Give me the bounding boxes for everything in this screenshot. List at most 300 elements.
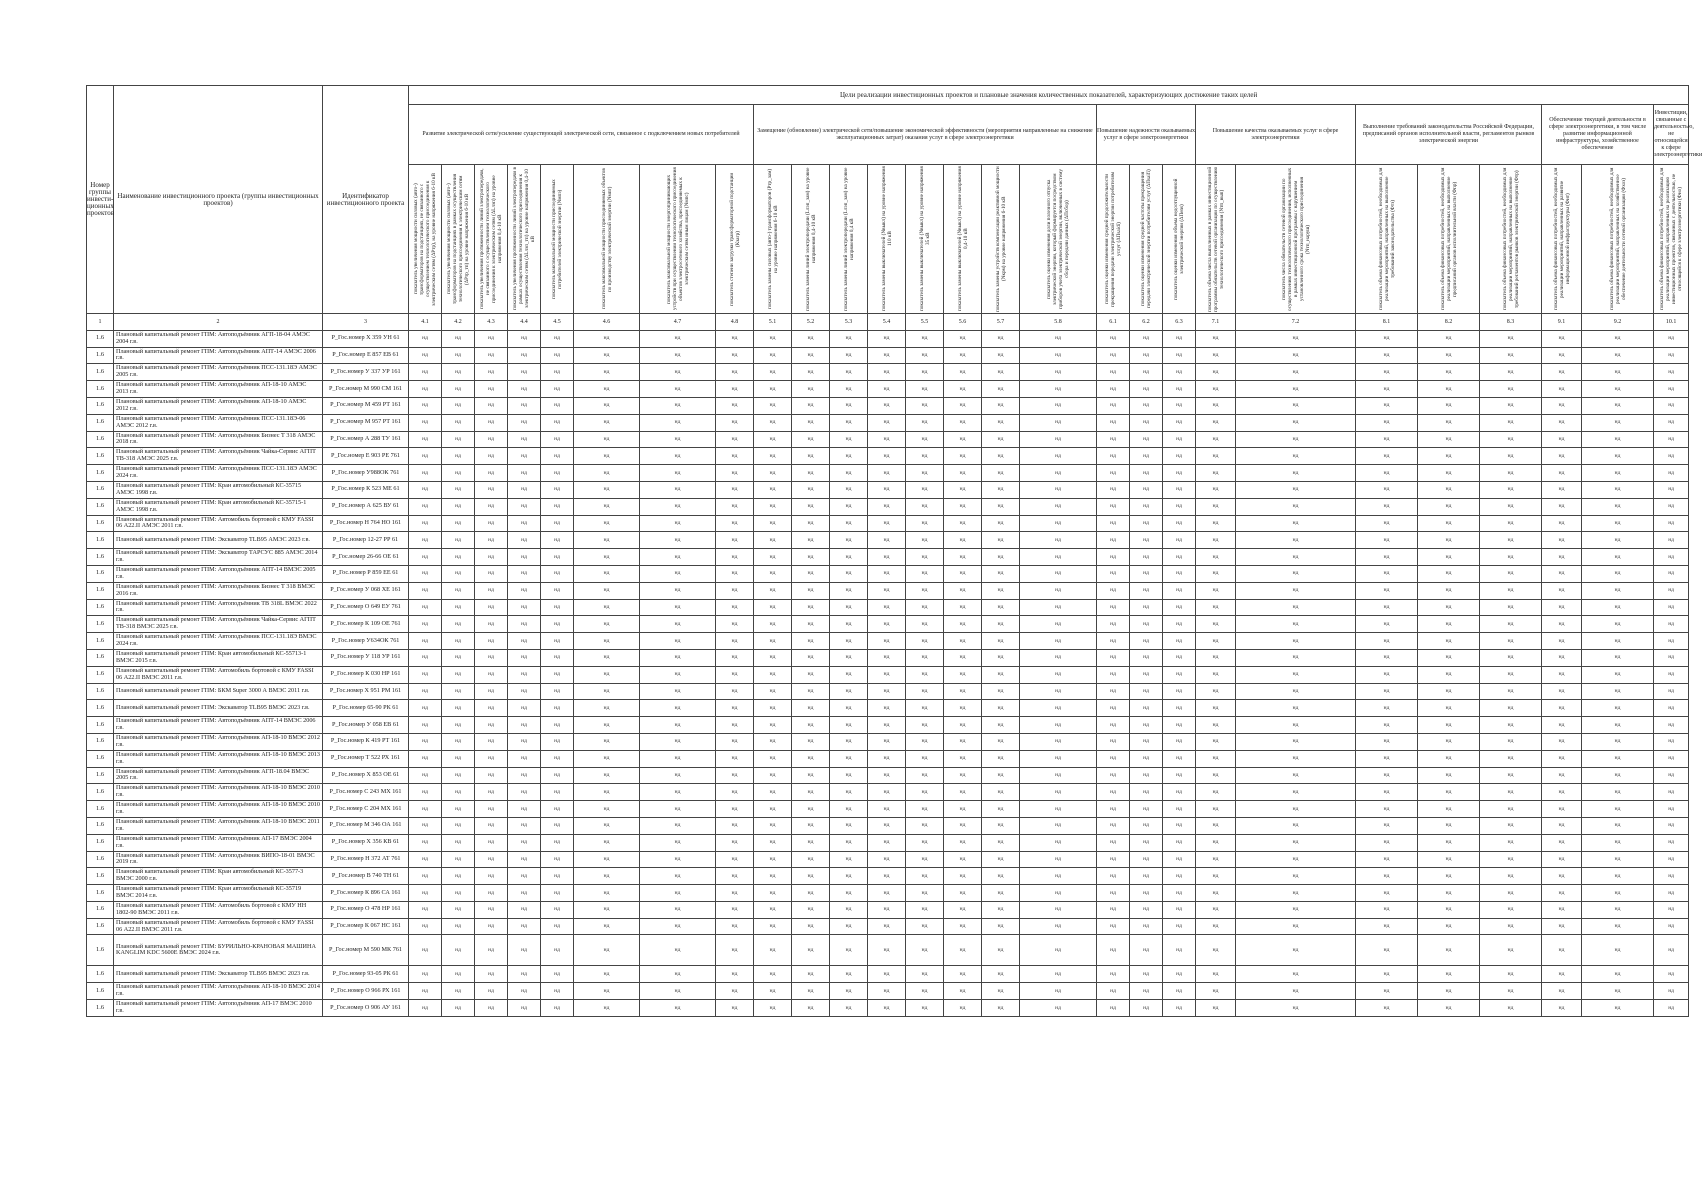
indicator-value-cell: нд: [1356, 414, 1418, 431]
indicator-value-cell: нд: [541, 700, 574, 717]
indicator-header-wrap: [906, 165, 943, 313]
indicator-value-cell: нд: [868, 801, 906, 818]
indicator-value-cell: нд: [982, 616, 1020, 633]
column-number: 9.1: [1542, 314, 1582, 331]
indicator-value-cell: нд: [1542, 347, 1582, 364]
indicator-value-cell: нд: [1236, 431, 1356, 448]
indicator-value-cell: нд: [409, 414, 442, 431]
indicator-value-cell: нд: [1130, 834, 1163, 851]
indicator-value-cell: нд: [1097, 767, 1130, 784]
indicator-value-cell: нд: [409, 431, 442, 448]
indicator-value-cell: нд: [1163, 515, 1196, 532]
indicator-value-cell: нд: [906, 448, 944, 465]
group-number-cell: 1.6: [87, 364, 114, 381]
indicator-value-cell: нд: [830, 666, 868, 683]
indicator-value-cell: нд: [508, 767, 541, 784]
indicator-value-cell: нд: [574, 549, 640, 566]
indicator-value-cell: нд: [541, 364, 574, 381]
indicator-value-cell: нд: [508, 397, 541, 414]
indicator-value-cell: нд: [1196, 397, 1236, 414]
indicator-value-cell: нд: [1097, 347, 1130, 364]
indicator-value-cell: нд: [640, 801, 716, 818]
indicator-value-cell: нд: [442, 649, 475, 666]
indicator-value-cell: нд: [982, 397, 1020, 414]
table-row: [87, 465, 1689, 482]
indicator-value-cell: нд: [792, 885, 830, 902]
indicator-value-cell: нд: [906, 599, 944, 616]
project-name-cell: Плановый капитальный ремонт ГПМ: Автоподъёмник ПСС-131.18Э ВМЭС 2024 г.в.: [114, 633, 323, 650]
indicator-value-cell: нд: [442, 1000, 475, 1017]
indicator-value-cell: нд: [1582, 817, 1654, 834]
indicator-value-cell: нд: [1542, 683, 1582, 700]
indicator-value-cell: нд: [1356, 966, 1418, 983]
indicator-value-cell: нд: [906, 582, 944, 599]
indicator-value-cell: нд: [868, 983, 906, 1000]
indicator-label: показатель объема финансовых потребностей, необходимых для реализации мероприятий, направленных на выполнение требований законодательства (Фтз): [1377, 167, 1396, 311]
indicator-value-cell: нд: [574, 465, 640, 482]
indicator-value-cell: нд: [1582, 498, 1654, 515]
indicator-value-cell: нд: [906, 364, 944, 381]
indicator-value-cell: нд: [1236, 582, 1356, 599]
indicator-value-cell: нд: [868, 666, 906, 683]
indicator-value-cell: нд: [716, 498, 754, 515]
indicator-value-cell: нд: [640, 599, 716, 616]
indicator-value-cell: нд: [1163, 935, 1196, 966]
indicator-value-cell: нд: [1480, 817, 1542, 834]
indicator-value-cell: нд: [1418, 700, 1480, 717]
indicator-value-cell: нд: [1163, 966, 1196, 983]
indicator-value-cell: нд: [830, 599, 868, 616]
indicator-value-cell: нд: [475, 481, 508, 498]
indicator-label: показатель объема финансовых потребностей, необходимых для реализации мероприятий, направленных на выполнение требований регламентов рынков электрической энергии (Фтр): [1501, 167, 1520, 311]
project-id-cell: P_Гос.номер М 590 МК 761: [323, 935, 409, 966]
indicator-value-cell: нд: [944, 868, 982, 885]
indicator-value-cell: нд: [982, 885, 1020, 902]
project-id-cell: P_Гос.номер К 896 СА 161: [323, 885, 409, 902]
indicator-value-cell: нд: [906, 465, 944, 482]
indicator-value-cell: нд: [906, 717, 944, 734]
indicator-value-cell: нд: [982, 582, 1020, 599]
indicator-value-cell: нд: [1582, 582, 1654, 599]
indicator-value-cell: нд: [508, 532, 541, 549]
indicator-value-cell: нд: [716, 1000, 754, 1017]
indicator-value-cell: нд: [1654, 834, 1689, 851]
indicator-value-cell: нд: [754, 582, 792, 599]
indicator-value-cell: нд: [1356, 885, 1418, 902]
indicator-value-cell: нд: [1582, 983, 1654, 1000]
indicator-value-cell: нд: [640, 498, 716, 515]
indicator-value-cell: нд: [1130, 918, 1163, 935]
indicator-value-cell: нд: [640, 935, 716, 966]
group-number-cell: 1.6: [87, 498, 114, 515]
group-number-cell: 1.6: [87, 750, 114, 767]
indicator-value-cell: нд: [906, 750, 944, 767]
indicator-value-cell: нд: [1582, 532, 1654, 549]
indicator-value-cell: нд: [442, 683, 475, 700]
indicator-value-cell: нд: [1020, 750, 1097, 767]
indicator-value-cell: нд: [409, 750, 442, 767]
indicator-value-cell: нд: [574, 515, 640, 532]
indicator-value-cell: нд: [1163, 532, 1196, 549]
indicator-value-cell: нд: [1480, 599, 1542, 616]
table-row: [87, 582, 1689, 599]
column-number: 4.4: [508, 314, 541, 331]
indicator-value-cell: нд: [830, 481, 868, 498]
indicator-value-cell: нд: [1130, 700, 1163, 717]
indicator-value-cell: нд: [574, 935, 640, 966]
indicator-value-cell: нд: [1236, 565, 1356, 582]
indicator-value-cell: нд: [640, 330, 716, 347]
indicator-value-cell: нд: [640, 851, 716, 868]
indicator-header: [906, 165, 944, 314]
indicator-value-cell: нд: [792, 465, 830, 482]
indicator-value-cell: нд: [1020, 834, 1097, 851]
indicator-value-cell: нд: [409, 649, 442, 666]
indicator-value-cell: нд: [1130, 397, 1163, 414]
indicator-value-cell: нд: [906, 565, 944, 582]
indicator-value-cell: нд: [640, 966, 716, 983]
group-number-cell: 1.6: [87, 532, 114, 549]
indicator-value-cell: нд: [792, 549, 830, 566]
indicator-value-cell: нд: [1418, 381, 1480, 398]
indicator-value-cell: нд: [1163, 481, 1196, 498]
indicator-value-cell: нд: [1542, 901, 1582, 918]
project-id-cell: P_Гос.номер У 118 УР 161: [323, 649, 409, 666]
indicator-value-cell: нд: [982, 465, 1020, 482]
indicator-header: [868, 165, 906, 314]
indicator-header: [574, 165, 640, 314]
indicator-value-cell: нд: [982, 717, 1020, 734]
indicator-value-cell: нд: [1356, 599, 1418, 616]
indicator-value-cell: нд: [754, 515, 792, 532]
indicator-value-cell: нд: [754, 599, 792, 616]
group-number-cell: 1.6: [87, 966, 114, 983]
indicator-value-cell: нд: [716, 582, 754, 599]
indicator-value-cell: нд: [1020, 717, 1097, 734]
indicator-value-cell: нд: [716, 616, 754, 633]
indicator-value-cell: нд: [906, 515, 944, 532]
indicator-value-cell: нд: [1418, 431, 1480, 448]
indicator-value-cell: нд: [1356, 465, 1418, 482]
indicator-value-cell: нд: [1356, 649, 1418, 666]
indicator-value-cell: нд: [1130, 817, 1163, 834]
indicator-value-cell: нд: [640, 767, 716, 784]
indicator-value-cell: нд: [1236, 364, 1356, 381]
table-row: [87, 633, 1689, 650]
indicator-value-cell: нд: [1097, 616, 1130, 633]
indicator-value-cell: нд: [1582, 381, 1654, 398]
indicator-value-cell: нд: [716, 868, 754, 885]
indicator-value-cell: нд: [409, 733, 442, 750]
indicator-value-cell: нд: [640, 565, 716, 582]
indicator-value-cell: нд: [508, 1000, 541, 1017]
indicator-value-cell: нд: [409, 901, 442, 918]
indicator-value-cell: нд: [1130, 717, 1163, 734]
indicator-value-cell: нд: [541, 885, 574, 902]
indicator-value-cell: нд: [409, 364, 442, 381]
indicator-value-cell: нд: [442, 851, 475, 868]
indicator-value-cell: нд: [1356, 364, 1418, 381]
indicator-value-cell: нд: [1356, 633, 1418, 650]
group-number-cell: 1.6: [87, 717, 114, 734]
indicator-value-cell: нд: [754, 1000, 792, 1017]
indicator-value-cell: нд: [541, 834, 574, 851]
indicator-value-cell: нд: [982, 868, 1020, 885]
indicator-value-cell: нд: [508, 448, 541, 465]
indicator-value-cell: нд: [754, 448, 792, 465]
indicator-value-cell: нд: [716, 565, 754, 582]
indicator-value-cell: нд: [1130, 347, 1163, 364]
indicator-header: [1163, 165, 1196, 314]
column-number: 5.8: [1020, 314, 1097, 331]
indicator-value-cell: нд: [906, 801, 944, 818]
indicator-value-cell: нд: [754, 347, 792, 364]
indicator-value-cell: нд: [475, 983, 508, 1000]
project-name-cell: Плановый капитальный ремонт ГПМ: Экскаватор TLB95 ВМЭС 2023 г.в.: [114, 700, 323, 717]
indicator-value-cell: нд: [906, 901, 944, 918]
indicator-value-cell: нд: [1356, 549, 1418, 566]
goal-group-header: Обеспечение текущей деятельности в сфере электроэнергетики, в том числе развитие информационной инфраструктуры, хозяйственное обеспечение: [1542, 105, 1654, 165]
indicator-value-cell: нд: [508, 414, 541, 431]
indicator-value-cell: нд: [792, 666, 830, 683]
group-number-cell: 1.6: [87, 633, 114, 650]
indicator-value-cell: нд: [830, 616, 868, 633]
indicator-value-cell: нд: [1097, 666, 1130, 683]
indicator-value-cell: нд: [541, 414, 574, 431]
project-id-cell: P_Гос.номер 65-90 РК 61: [323, 700, 409, 717]
indicator-value-cell: нд: [1654, 700, 1689, 717]
indicator-value-cell: нд: [409, 817, 442, 834]
group-number-cell: 1.6: [87, 983, 114, 1000]
group-number-cell: 1.6: [87, 885, 114, 902]
indicator-value-cell: нд: [792, 347, 830, 364]
indicator-value-cell: нд: [574, 683, 640, 700]
column-number: 5.4: [868, 314, 906, 331]
indicator-value-cell: нд: [541, 616, 574, 633]
indicator-value-cell: нд: [1097, 918, 1130, 935]
indicator-value-cell: нд: [640, 381, 716, 398]
indicator-value-cell: нд: [716, 767, 754, 784]
indicator-value-cell: нд: [754, 817, 792, 834]
table-row: [87, 966, 1689, 983]
indicator-value-cell: нд: [1196, 347, 1236, 364]
indicator-value-cell: нд: [1480, 347, 1542, 364]
indicator-header-wrap: [868, 165, 905, 313]
indicator-value-cell: нд: [1163, 397, 1196, 414]
table-row: [87, 666, 1689, 683]
indicator-value-cell: нд: [508, 515, 541, 532]
indicator-value-cell: нд: [830, 532, 868, 549]
group-number-cell: 1.6: [87, 381, 114, 398]
project-id-cell: P_Гос.номер У988ОК 761: [323, 465, 409, 482]
indicator-header-wrap: [716, 165, 753, 313]
indicator-value-cell: нд: [1097, 700, 1130, 717]
indicator-value-cell: нд: [1542, 918, 1582, 935]
indicator-value-cell: нд: [1196, 700, 1236, 717]
indicator-value-cell: нд: [574, 532, 640, 549]
indicator-label: показатель увеличения протяженности линий электропередачи в рамках осуществления технологического присоединения к электрическим сетям (ΔLлэп_тп) на уровне напряжения 0,4-10 кВ: [512, 167, 536, 311]
indicator-value-cell: нд: [1480, 616, 1542, 633]
indicator-value-cell: нд: [1418, 481, 1480, 498]
indicator-value-cell: нд: [442, 717, 475, 734]
indicator-value-cell: нд: [1480, 582, 1542, 599]
indicator-value-cell: нд: [1196, 683, 1236, 700]
indicator-value-cell: нд: [640, 784, 716, 801]
indicator-value-cell: нд: [508, 582, 541, 599]
indicator-value-cell: нд: [792, 700, 830, 717]
column-number: 4.5: [541, 314, 574, 331]
project-name-cell: Плановый капитальный ремонт ГПМ: Автоподъёмник ПСС-131.18Э-06 АМЭС 2012 г.в.: [114, 414, 323, 431]
indicator-value-cell: нд: [508, 885, 541, 902]
indicator-value-cell: нд: [868, 330, 906, 347]
indicator-value-cell: нд: [409, 633, 442, 650]
indicator-value-cell: нд: [1480, 549, 1542, 566]
indicator-value-cell: нд: [982, 935, 1020, 966]
project-name-cell: Плановый капитальный ремонт ГПМ: Экскаватор TLB95 ВМЭС 2023 г.в.: [114, 966, 323, 983]
project-id-cell: P_Гос.номер Х 951 РМ 161: [323, 683, 409, 700]
indicator-value-cell: нд: [830, 700, 868, 717]
indicator-header-wrap: [1020, 165, 1096, 313]
column-number: 9.2: [1582, 314, 1654, 331]
indicator-value-cell: нд: [1654, 885, 1689, 902]
indicator-value-cell: нд: [944, 666, 982, 683]
indicator-header-wrap: [1654, 165, 1688, 313]
indicator-value-cell: нд: [475, 935, 508, 966]
indicator-value-cell: нд: [1418, 733, 1480, 750]
indicator-value-cell: нд: [541, 966, 574, 983]
indicator-value-cell: нд: [830, 966, 868, 983]
group-number-cell: 1.6: [87, 683, 114, 700]
group-number-cell: 1.6: [87, 347, 114, 364]
indicator-value-cell: нд: [1097, 397, 1130, 414]
indicator-value-cell: нд: [475, 381, 508, 398]
indicator-value-cell: нд: [1020, 666, 1097, 683]
indicator-value-cell: нд: [982, 750, 1020, 767]
indicator-value-cell: нд: [1418, 515, 1480, 532]
indicator-value-cell: нд: [475, 666, 508, 683]
indicator-value-cell: нд: [944, 481, 982, 498]
table-row: [87, 515, 1689, 532]
indicator-value-cell: нд: [1418, 868, 1480, 885]
indicator-value-cell: нд: [716, 918, 754, 935]
indicator-value-cell: нд: [1418, 666, 1480, 683]
indicator-value-cell: нд: [442, 801, 475, 818]
indicator-header: [475, 165, 508, 314]
indicator-value-cell: нд: [442, 666, 475, 683]
indicator-value-cell: нд: [541, 717, 574, 734]
goal-group-header: Повышение качества оказываемых услуг в сфере электроэнергетики: [1196, 105, 1356, 165]
table-row: [87, 834, 1689, 851]
indicator-value-cell: нд: [1418, 347, 1480, 364]
indicator-value-cell: нд: [944, 633, 982, 650]
indicator-value-cell: нд: [716, 330, 754, 347]
indicator-value-cell: нд: [830, 364, 868, 381]
indicator-value-cell: нд: [1130, 666, 1163, 683]
indicator-value-cell: нд: [442, 616, 475, 633]
indicator-value-cell: нд: [868, 966, 906, 983]
indicator-label: показатель объема финансовых потребностей, необходимых для реализации мероприятий, направленных на выполнение предписаний органов исполнительной власти (Фпр): [1439, 167, 1458, 311]
indicator-value-cell: нд: [1196, 649, 1236, 666]
indicator-value-cell: нд: [442, 330, 475, 347]
column-number: 8.1: [1356, 314, 1418, 331]
table-row: [87, 750, 1689, 767]
indicator-value-cell: нд: [716, 817, 754, 834]
indicator-value-cell: нд: [830, 515, 868, 532]
indicator-value-cell: нд: [1196, 330, 1236, 347]
indicator-value-cell: нд: [574, 834, 640, 851]
indicator-value-cell: нд: [1097, 364, 1130, 381]
indicator-value-cell: нд: [982, 784, 1020, 801]
indicator-value-cell: нд: [906, 700, 944, 717]
indicator-header-wrap: [475, 165, 507, 313]
project-name-cell: Плановый капитальный ремонт ГПМ: Автоподъёмник АП-17 ВМЭС 2010 г.в.: [114, 1000, 323, 1017]
group-number-cell: 1.6: [87, 1000, 114, 1017]
indicator-value-cell: нд: [1020, 868, 1097, 885]
indicator-value-cell: нд: [475, 966, 508, 983]
indicator-value-cell: нд: [1356, 834, 1418, 851]
indicator-value-cell: нд: [508, 683, 541, 700]
project-name-cell: Плановый капитальный ремонт ГПМ: БКМ Super 3000 А ВМЭС 2011 г.в.: [114, 683, 323, 700]
indicator-value-cell: нд: [1356, 431, 1418, 448]
indicator-value-cell: нд: [982, 733, 1020, 750]
indicator-value-cell: нд: [792, 983, 830, 1000]
indicator-value-cell: нд: [716, 801, 754, 818]
indicator-value-cell: нд: [442, 885, 475, 902]
indicator-header: [1236, 165, 1356, 314]
indicator-value-cell: нд: [442, 599, 475, 616]
indicator-value-cell: нд: [982, 918, 1020, 935]
project-name-cell: Плановый капитальный ремонт ГПМ: Автоподъёмник АП-18-10 ВМЭС 2012 г.в.: [114, 733, 323, 750]
indicator-value-cell: нд: [944, 750, 982, 767]
indicator-value-cell: нд: [1582, 599, 1654, 616]
table-row: [87, 498, 1689, 515]
indicator-label: показатель степени загрузки трансформаторной подстанции (Кзагр): [728, 172, 741, 306]
indicator-value-cell: нд: [1130, 330, 1163, 347]
indicator-value-cell: нд: [1196, 431, 1236, 448]
indicator-value-cell: нд: [716, 465, 754, 482]
indicator-value-cell: нд: [1236, 414, 1356, 431]
project-id-cell: P_Гос.номер У 337 УР 161: [323, 364, 409, 381]
indicator-value-cell: нд: [475, 582, 508, 599]
indicator-value-cell: нд: [830, 717, 868, 734]
group-number-cell: 1.6: [87, 851, 114, 868]
indicator-value-cell: нд: [1418, 817, 1480, 834]
indicator-value-cell: нд: [944, 599, 982, 616]
table-row: [87, 549, 1689, 566]
indicator-value-cell: нд: [574, 733, 640, 750]
indicator-value-cell: нд: [716, 448, 754, 465]
indicator-value-cell: нд: [409, 347, 442, 364]
indicator-value-cell: нд: [475, 364, 508, 381]
indicator-value-cell: нд: [982, 834, 1020, 851]
indicator-value-cell: нд: [982, 347, 1020, 364]
project-name-cell: Плановый капитальный ремонт ГПМ: Автомобиль бортовой с КМУ FASSI 06 А22.II ВМЭС 2011 г.в.: [114, 918, 323, 935]
indicator-value-cell: нд: [944, 565, 982, 582]
indicator-value-cell: нд: [1020, 767, 1097, 784]
indicator-value-cell: нд: [475, 397, 508, 414]
group-number-cell: 1.6: [87, 733, 114, 750]
indicator-value-cell: нд: [716, 481, 754, 498]
indicator-value-cell: нд: [640, 397, 716, 414]
indicator-value-cell: нд: [640, 364, 716, 381]
indicator-value-cell: нд: [1480, 1000, 1542, 1017]
indicator-value-cell: нд: [944, 532, 982, 549]
indicator-value-cell: нд: [1130, 851, 1163, 868]
indicator-value-cell: нд: [475, 733, 508, 750]
indicator-value-cell: нд: [830, 750, 868, 767]
header-project-name: Наименование инвестиционного проекта (группы инвестиционных проектов): [114, 86, 323, 314]
indicator-value-cell: нд: [944, 1000, 982, 1017]
